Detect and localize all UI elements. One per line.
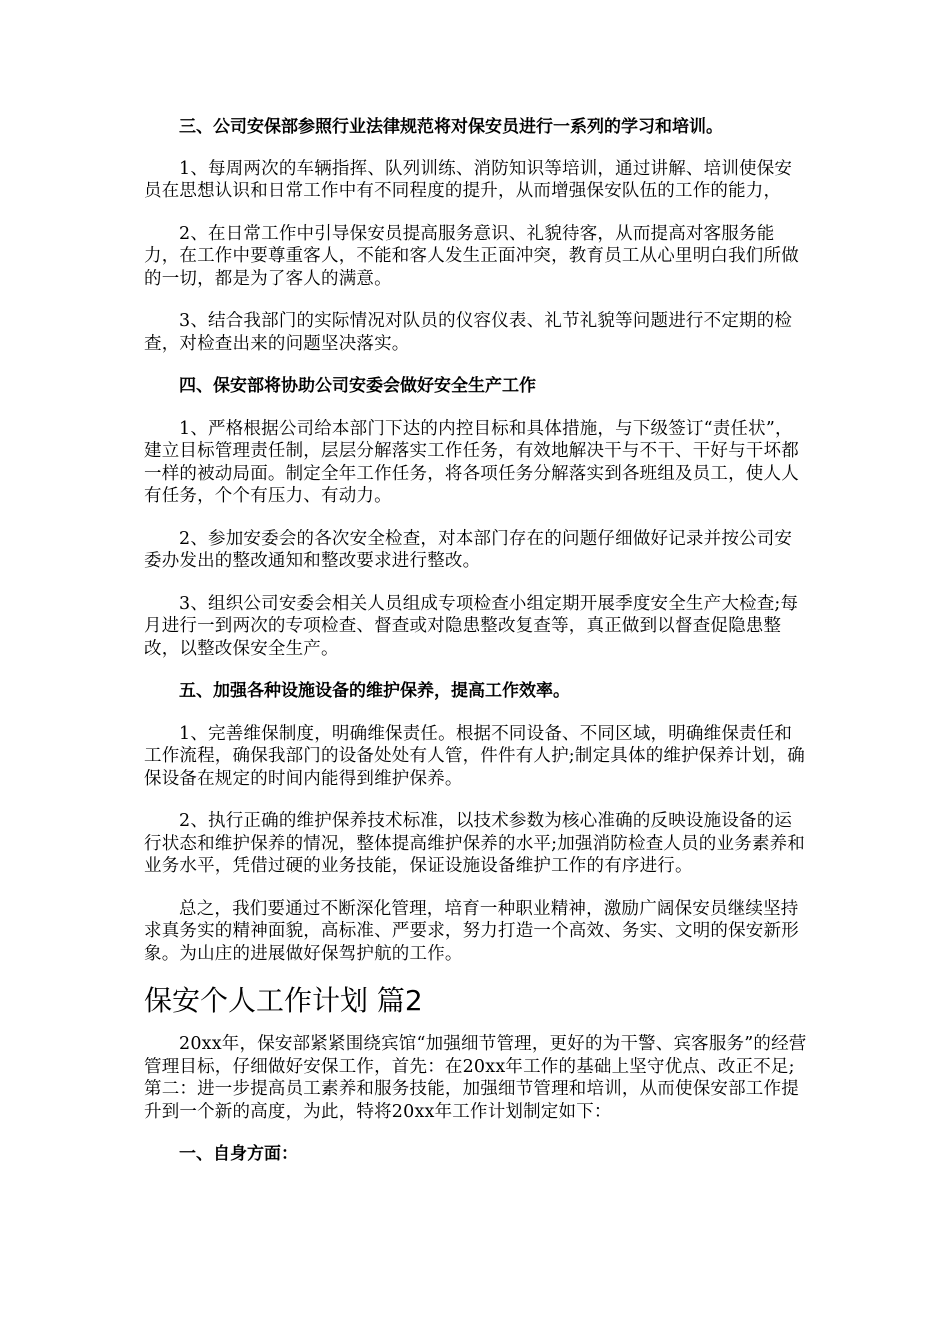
document-page [144, 108, 808, 1166]
paragraph: 2、参加安委会的各次安全检查，对本部门存在的问题仔细做好记录并按公司安委办发出的整改通知和整改要求进行整改。 [144, 528, 793, 571]
paragraph: 20xx年，保安部紧紧围绕宾馆“加强细节管理，更好的为干警、宾客服务”的经营管理目标，仔细做好安保工作，首先：在20xx年工作的基础上坚守优点、改正不足;第二：进一步提高员工素养和服务技能，加强细节管理和培训，从而使保安部工作提升到一个新的高度，为此，特将20xx年工作计划制定如下： [144, 1034, 807, 1122]
paragraph: 1、完善维保制度，明确维保责任。根据不同设备、不同区域，明确维保责任和工作流程，确保我部门的设备处处有人管，件件有人护;制定具体的维护保养计划，确保设备在规定的时间内能得到维护保养。 [144, 723, 805, 789]
paragraph: 1、每周两次的车辆指挥、队列训练、消防知识等培训，通过讲解、培训使保安员在思想认识和日常工作中有不同程度的提升，从而增强保安队伍的工作的能力， [144, 158, 793, 201]
document-title: 保安个人工作计划 篇2 [144, 984, 423, 1017]
paragraph: 总之，我们要通过不断深化管理，培育一种职业精神，激励广阔保安员继续坚持求真务实的精神面貌，高标准、严要求，努力打造一个高效、务实、文明的保安新形象。为山庄的进展做好保驾护航的工作。 [144, 898, 799, 964]
section-heading: 五、加强各种设施设备的维护保养，提高工作效率。 [179, 681, 570, 701]
section-heading: 一、自身方面： [179, 1144, 298, 1164]
paragraph: 1、严格根据公司给本部门下达的内控目标和具体措施，与下级签订“责任状”，建立目标管理责任制，层层分解落实工作任务，有效地解决干与不干、干好与干坏都一样的被动局面。制定全年工作任务，将各项任务分解落实到各班组及员工，使人人有任务，个个有压力、有动力。 [144, 418, 799, 506]
paragraph: 3、结合我部门的实际情况对队员的仪容仪表、礼节礼貌等问题进行不定期的检查，对检查出来的问题坚决落实。 [144, 311, 793, 354]
paragraph: 2、在日常工作中引导保安员提高服务意识、礼貌待客，从而提高对客服务能力，在工作中要尊重客人，不能和客人发生正面冲突，教育员工从心里明白我们所做的一切，都是为了客人的满意。 [144, 223, 799, 289]
section-heading: 三、公司安保部参照行业法律规范将对保安员进行一系列的学习和培训。 [179, 117, 723, 137]
paragraph: 2、执行正确的维护保养技术标准，以技术参数为核心准确的反映设施设备的运行状态和维护保养的情况，整体提高维护保养的水平;加强消防检查人员的业务素养和业务水平，凭借过硬的业务技能，保证设施设备维护工作的有序进行。 [144, 811, 805, 876]
section-heading: 四、保安部将协助公司安委会做好安全生产工作 [179, 376, 536, 396]
paragraph: 3、组织公司安委会相关人员组成专项检查小组定期开展季度安全生产大检查;每月进行一到两次的专项检查、督查或对隐患整改复查等，真正做到以督查促隐患整改，以整改保安全生产。 [144, 593, 799, 659]
